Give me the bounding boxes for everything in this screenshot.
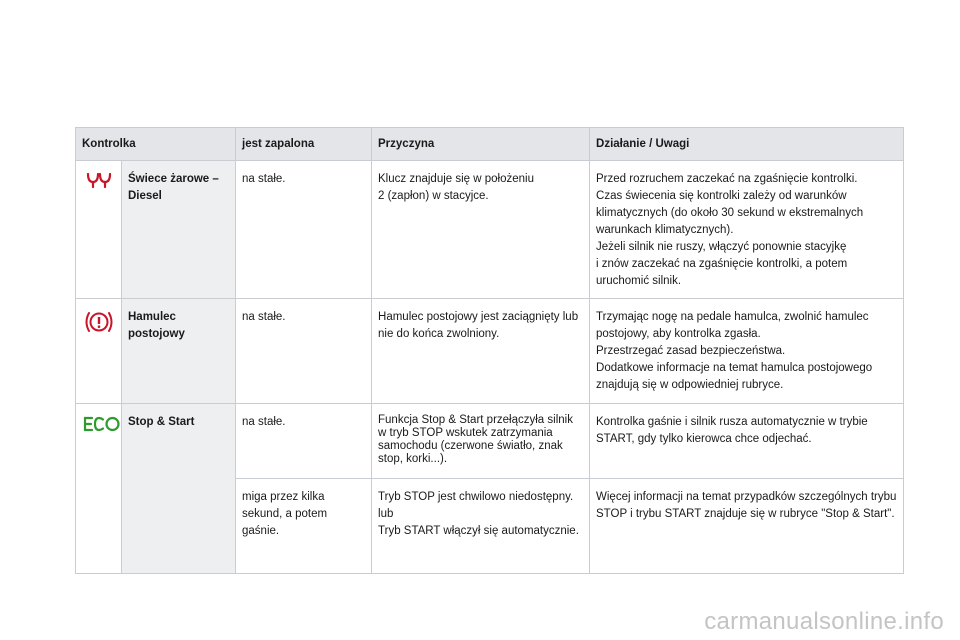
icon-cell [76,404,122,574]
warning-lights-table [75,127,904,574]
state-cell: na stałe. [236,404,372,479]
glow-plug-icon [86,171,112,195]
action-cell: Kontrolka gaśnie i silnik rusza automatycznie w trybie START, gdy tylko kierowca chce odjechać. [590,404,904,479]
state-cell: miga przez kilka sekund, a potem gaśnie. [236,479,372,574]
cause-cell: Funkcja Stop & Start przełączyła silnik w tryb STOP wskutek zatrzymania samochodu (czerwone światło, znak stop, korki...). [372,404,590,479]
cause-cell: Hamulec postojowy jest zaciągnięty lub nie do końca zwolniony. [372,299,590,404]
state-cell: na stałe. [236,299,372,404]
action-cell: Trzymając nogę na pedale hamulca, zwolnić hamulec postojowy, aby kontrolka zgasła. Przestrzegać zasad bezpieczeństwa. Dodatkowe informacje na temat hamulca postojowego znajdują się w odpowiedniej rubryce. [590,299,904,404]
warning-name: Stop & Start [122,404,236,574]
cause-cell: Klucz znajduje się w położeniu 2 (zapłon) w stacyjce. [372,161,590,299]
table-row [76,299,904,404]
state-cell: na stałe. [236,161,372,299]
action-cell: Więcej informacji na temat przypadków szczególnych trybu STOP i trybu START znajduje się w rubryce "Stop & Start". [590,479,904,574]
warning-name: Hamulec postojowy [122,299,236,404]
cause-cell: Tryb STOP jest chwilowo niedostępny. lub Tryb START włączył się automatycznie. [372,479,590,574]
header-kontrolka: Kontrolka [76,128,236,161]
parking-brake-icon [84,309,114,341]
header-state: jest zapalona [236,128,372,161]
icon-cell [76,299,122,404]
eco-stop-start-icon [82,414,122,440]
header-action: Działanie / Uwagi [590,128,904,161]
header-cause: Przyczyna [372,128,590,161]
table-row [76,404,904,479]
table-row [76,161,904,299]
table-header-row [76,128,904,161]
warning-name: Świece żarowe – Diesel [122,161,236,299]
watermark: carmanualsonline.info [704,608,944,635]
action-cell: Przed rozruchem zaczekać na zgaśnięcie kontrolki. Czas świecenia się kontrolki zależy od warunków klimatycznych (do około 30 sekund w ekstremalnych warunkach klimatycznych). Jeżeli silnik nie ruszy, włączyć ponownie stacyjkę i znów zaczekać na zgaśnięcie kontrolki, a potem uruchomić silnik. [590,161,904,299]
icon-cell [76,161,122,299]
